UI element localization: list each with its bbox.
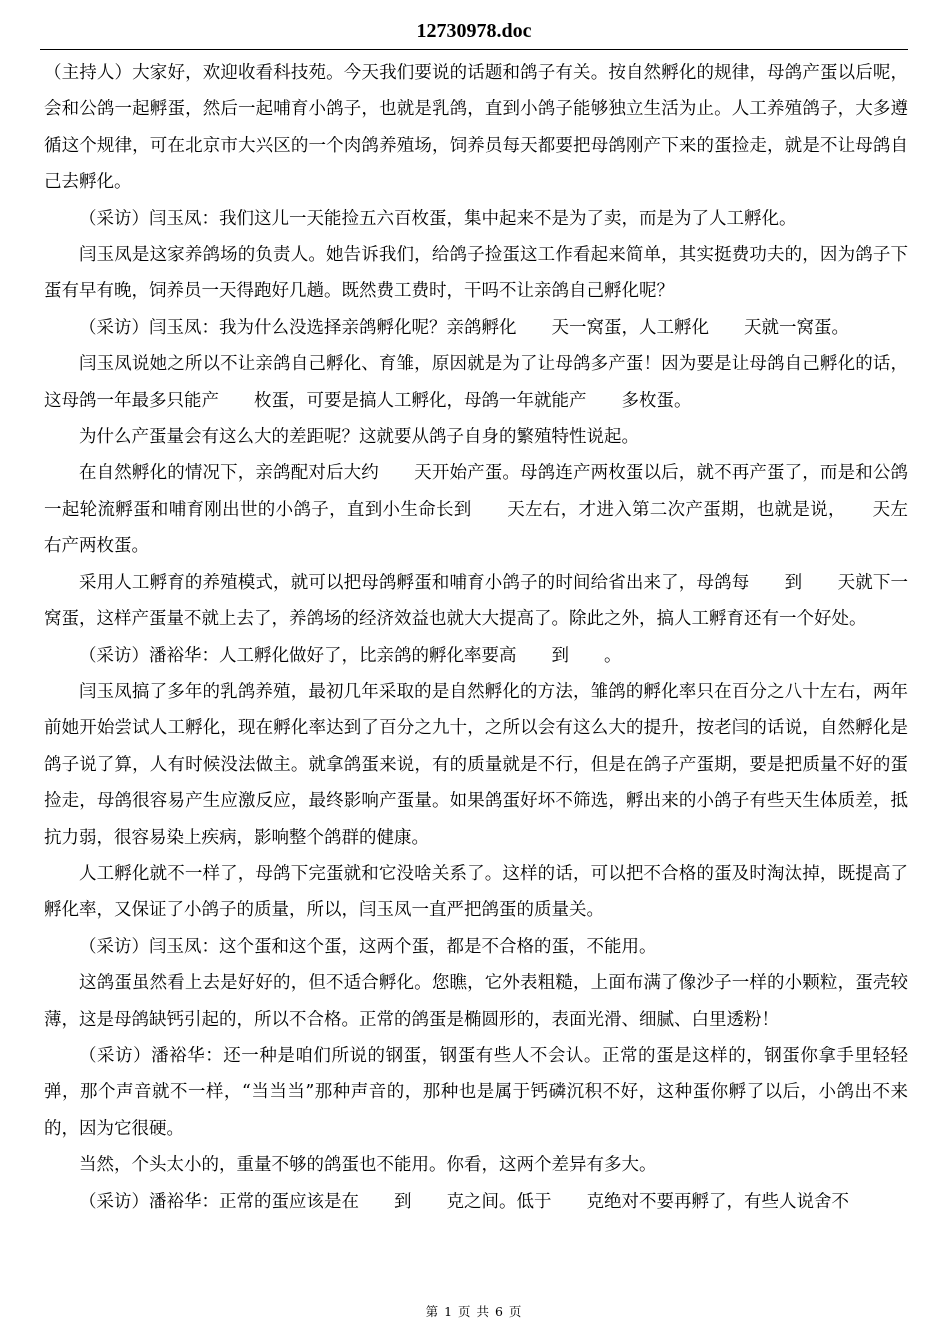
paragraph: 采用人工孵育的养殖模式，就可以把母鸽孵蛋和哺育小鸽子的时间给省出来了，母鸽每 到 天就下一窝蛋，这样产蛋量不就上去了，养鸽场的经济效益也就大大提高了。除此之外，搞人工孵育还有一个好处。 <box>44 572 908 630</box>
paragraph: 在自然孵化的情况下，亲鸽配对后大约 天开始产蛋。母鸽连产两枚蛋以后，就不再产蛋了，而是和公鸽一起轮流孵蛋和哺育刚出世的小鸽子，直到小生命长到 天左右，才进入第二次产蛋期，也就是说， 天左右产两枚蛋。 <box>44 463 908 557</box>
page-footer: 第 1 页 共 6 页 <box>425 1304 523 1319</box>
paragraph: （采访）潘裕华：人工孵化做好了，比亲鸽的孵化率要高 到 。 <box>79 645 622 666</box>
paragraph: （采访）闫玉凤：我们这儿一天能捡五六百枚蛋，集中起来不是为了卖，而是为了人工孵化。 <box>79 208 797 229</box>
paragraph: 闫玉凤是这家养鸽场的负责人。她告诉我们，给鸽子捡蛋这工作看起来简单，其实挺费功夫的，因为鸽子下蛋有早有晚，饲养员一天得跑好几趟。既然费工费时，干吗不让亲鸽自己孵化呢？ <box>44 245 908 302</box>
header-divider <box>40 49 908 50</box>
paragraph: （主持人）大家好，欢迎收看科技苑。今天我们要说的话题和鸽子有关。按自然孵化的规律，母鸽产蛋以后呢，会和公鸽一起孵蛋，然后一起哺育小鸽子，也就是乳鸽，直到小鸽子能够独立生活为止。人工养殖鸽子，大多遵循这个规律，可在北京市大兴区的一个肉鸽养殖场，饲养员每天都要把母鸽刚产下来的蛋捡走，就是不让母鸽自己去孵化。 <box>44 63 908 193</box>
paragraph: （采访）闫玉凤：我为什么没选择亲鸽孵化呢？亲鸽孵化 天一窝蛋，人工孵化 天就一窝蛋。 <box>79 317 849 338</box>
document-title: 12730978.doc <box>416 20 532 42</box>
paragraph: 闫玉凤搞了多年的乳鸽养殖，最初几年采取的是自然孵化的方法，雏鸽的孵化率只在百分之八十左右，两年前她开始尝试人工孵化，现在孵化率达到了百分之九十，之所以会有这么大的提升，按老闫的话说，自然孵化是鸽子说了算，人有时候没法做主。就拿鸽蛋来说，有的质量就是不行，但是在鸽子产蛋期，要是把质量不好的蛋捡走，母鸽很容易产生应激反应，最终影响产蛋量。如果鸽蛋好坏不筛选，孵出来的小鸽子有些天生体质差，抵抗力弱，很容易染上疾病，影响整个鸽群的健康。 <box>44 681 908 848</box>
paragraph: （采访）闫玉凤：这个蛋和这个蛋，这两个蛋，都是不合格的蛋，不能用。 <box>79 936 657 957</box>
paragraph: （采访）潘裕华：正常的蛋应该是在 到 克之间。低于 克绝对不要再孵了，有些人说舍不 <box>79 1191 849 1212</box>
paragraph: 闫玉凤说她之所以不让亲鸽自己孵化、育雏，原因就是为了让母鸽多产蛋！因为要是让母鸽自己孵化的话，这母鸽一年最多只能产 枚蛋，可要是搞人工孵化，母鸽一年就能产 多枚蛋。 <box>44 354 908 411</box>
paragraph: （采访）潘裕华：还一种是咱们所说的钢蛋，钢蛋有些人不会认。正常的蛋是这样的，钢蛋你拿手里轻轻弹，那个声音就不一样，“当当当”那种声音的，那种也是属于钙磷沉积不好，这种蛋你孵了以后，小鸽出不来的，因为它很硬。 <box>44 1045 908 1139</box>
paragraph: 这鸽蛋虽然看上去是好好的，但不适合孵化。您瞧，它外表粗糙，上面布满了像沙子一样的小颗粒，蛋壳较薄，这是母鸽缺钙引起的，所以不合格。正常的鸽蛋是椭圆形的，表面光滑、细腻、白里透粉！ <box>44 973 908 1030</box>
paragraph: 当然，个头太小的，重量不够的鸽蛋也不能用。你看，这两个差异有多大。 <box>79 1155 657 1176</box>
paragraph: 为什么产蛋量会有这么大的差距呢？这就要从鸽子自身的繁殖特性说起。 <box>79 427 639 448</box>
paragraph: 人工孵化就不一样了，母鸽下完蛋就和它没啥关系了。这样的话，可以把不合格的蛋及时淘汰掉，既提高了孵化率，又保证了小鸽子的质量，所以，闫玉凤一直严把鸽蛋的质量关。 <box>44 863 908 921</box>
document-body <box>44 55 908 1220</box>
